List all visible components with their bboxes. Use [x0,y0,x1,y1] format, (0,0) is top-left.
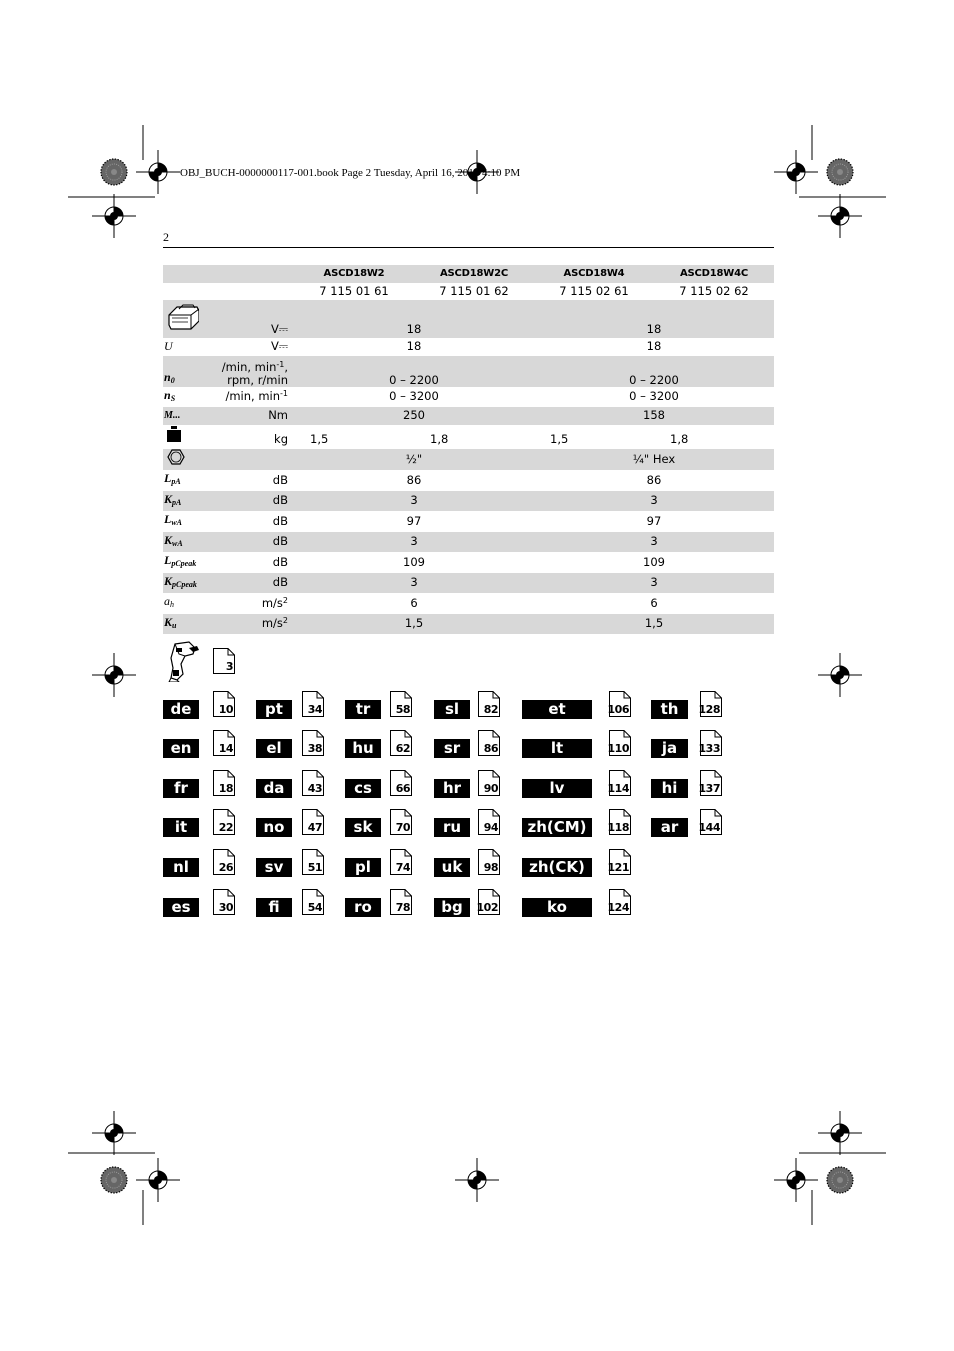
book-info-line: OBJ_BUCH-0000000117-001.book Page 2 Tuesday, April 16, 2013 4:10 PM [180,167,521,179]
page-reference [390,770,412,796]
symbol-sub: wA [171,518,183,527]
value-right: 158 [534,407,774,425]
page-reference [478,770,500,796]
rated-voltage-row [163,338,774,356]
uncertainty-peak-row [163,573,774,594]
value-left: 0 – 3200 [389,389,439,403]
page-reference [302,691,324,717]
page-reference [390,809,412,835]
symbol-sub: wA [172,538,183,548]
value-right: ¼" Hex [534,449,774,471]
value-right: 3 [534,532,774,553]
value-left: 18 [406,339,422,353]
page-reference-number: 38 [307,742,322,755]
page-reference [213,889,235,915]
value-right: 86 [646,472,662,487]
page-reference-number: 26 [218,861,233,874]
vibration-row [163,593,774,614]
article-number: 7 115 02 62 [679,283,749,298]
header-rule [163,247,774,248]
page-number: 2 [163,230,169,244]
page-reference [302,889,324,915]
symbol: K [164,532,173,547]
page-reference [478,889,500,915]
language-code: fr [163,779,199,798]
page-reference-number: 30 [218,901,233,914]
technical-data-table [163,265,774,634]
battery-icon [167,301,199,331]
page-reference-number: 3 [225,660,233,673]
tool-holder-row [163,449,774,471]
page-reference [390,691,412,717]
symbol-sub: S [170,393,176,403]
page-reference [609,770,631,796]
sound-power-row [163,511,774,532]
page-reference [478,809,500,835]
symbol-sub: pA [172,497,182,507]
unit: dB [199,573,294,594]
page-reference-number: 58 [395,703,410,716]
page-reference-number: 86 [483,742,498,755]
symbol: K [164,614,173,629]
symbol: M... [163,407,199,425]
symbol-sub: h [170,600,174,609]
symbol: a [164,594,170,608]
language-code: it [163,818,199,837]
value-left: 97 [406,513,422,528]
page-reference-number: 43 [307,782,322,795]
page-reference-number: 114 [607,782,629,795]
weight-value: 1,5 [550,432,569,446]
language-code: hu [345,739,381,758]
symbol-sub: pCpeak [171,559,197,568]
unit: /min, min [225,389,281,403]
value-right: 3 [534,491,774,512]
page-reference [609,730,631,756]
page-reference-number: 54 [307,901,322,914]
language-code: th [651,700,688,719]
value-right: 18 [646,339,662,353]
value-left: ½" [294,449,534,471]
page-reference-number: 10 [218,703,233,716]
language-code: lt [522,739,592,758]
page-reference-number: 110 [607,742,629,755]
language-code: da [256,779,292,798]
value-left: 0 – 2200 [294,356,534,387]
language-code: uk [434,858,470,877]
torque-row [163,407,774,425]
language-code: cs [345,779,381,798]
language-code: ja [651,739,688,758]
symbol: L [164,512,172,526]
language-code: tr [345,700,381,719]
language-code: sv [256,858,292,877]
unit: V⎓ [270,339,288,353]
language-code: no [256,818,292,837]
value-right: 0 – 2200 [534,356,774,387]
page-reference [609,691,631,717]
language-code: bg [434,898,470,917]
value-right: 6 [650,595,658,610]
value-right: 97 [646,513,662,528]
unit: kg [274,432,288,446]
language-code: es [163,898,199,917]
unit: dB [272,513,288,528]
page-reference [213,730,235,756]
peak-sound-row [163,552,774,573]
symbol: L [164,553,172,567]
page-reference-number: 118 [607,821,629,834]
page-reference [390,849,412,875]
symbol: K [164,573,173,588]
unit-sup: 2 [282,616,288,625]
page-reference [478,849,500,875]
page-reference-number: 78 [395,901,410,914]
language-code: hr [434,779,470,798]
symbol-sub: pCpeak [172,579,197,589]
page-reference [478,691,500,717]
page-reference-number: 34 [307,703,322,716]
symbol: n [164,369,171,384]
language-code: fi [256,898,292,917]
language-code: ko [522,898,592,917]
page-reference [700,691,722,717]
unit: rpm, r/min [227,372,288,387]
symbol: L [164,471,172,485]
value-left: 86 [406,472,422,487]
page-reference-number: 98 [483,861,498,874]
model-name: ASCD18W4 [534,265,654,283]
page-reference [609,809,631,835]
impact-rate-row [163,387,774,408]
language-code: en [163,739,199,758]
page-reference [302,809,324,835]
page-reference [302,849,324,875]
page-reference [302,770,324,796]
article-number: 7 115 02 61 [559,283,629,298]
page-reference [213,648,235,674]
value-right: 0 – 3200 [629,389,679,403]
value-left: 18 [294,300,534,338]
language-code: zh(CM) [522,818,592,837]
page-reference-number: 133 [698,742,720,755]
value-left: 250 [294,407,534,425]
article-number: 7 115 01 62 [439,283,509,298]
page-reference [609,889,631,915]
page-reference [390,889,412,915]
model-name: ASCD18W2C [414,265,534,283]
no-load-speed-row [163,356,774,387]
value-left: 1,5 [294,614,534,635]
unit: dB [199,491,294,512]
symbol-sub: 0 [170,375,175,385]
page-reference [213,849,235,875]
language-code: et [522,700,592,719]
symbol: U [164,339,173,353]
language-code: ar [651,818,688,837]
weight-value: 1,8 [430,432,449,446]
language-code: hi [651,779,688,798]
unit: dB [272,554,288,569]
symbol: K [164,491,173,506]
symbol-sub: u [172,620,177,630]
page-reference [700,730,722,756]
vibration-uncertainty-row [163,614,774,635]
page-reference-number: 144 [698,821,720,834]
page-reference-number: 14 [218,742,233,755]
weight-value: 1,8 [670,432,689,446]
unit: dB [199,532,294,553]
page-reference [478,730,500,756]
unit: V⎓ [199,300,294,338]
page-reference-number: 94 [483,821,498,834]
page-reference [213,770,235,796]
value-right: 3 [534,573,774,594]
language-code: de [163,700,199,719]
article-number-row [163,283,774,301]
unit-sup: -1 [280,389,288,398]
value-right: 18 [534,300,774,338]
weight-value: 1,5 [310,432,329,446]
symbol: n [164,387,171,402]
uncertainty-wa-row [163,532,774,553]
sound-pressure-row [163,470,774,491]
unit: m/s [261,616,283,630]
page-reference-number: 74 [395,861,410,874]
page-reference-number: 51 [307,861,322,874]
language-code: zh(CK) [522,858,592,877]
language-code: sk [345,818,381,837]
unit: m/s [261,595,283,610]
unit-sup: 2 [282,595,288,605]
article-number: 7 115 01 61 [319,283,389,298]
language-code: nl [163,858,199,877]
language-code: sr [434,739,470,758]
language-code: lv [522,779,592,798]
page-reference-number: 102 [476,901,498,914]
language-code: ro [345,898,381,917]
page-reference-number: 18 [218,782,233,795]
unit: , [284,359,288,374]
value-left: 6 [410,595,418,610]
page-reference-number: 22 [218,821,233,834]
page-reference-number: 62 [395,742,410,755]
uncertainty-pa-row [163,491,774,512]
page-reference-number: 121 [607,861,629,874]
value-left: 3 [294,573,534,594]
unit: Nm [199,407,294,425]
page-reference [213,809,235,835]
language-code: ru [434,818,470,837]
model-name: ASCD18W4C [654,265,774,283]
page-reference-number: 124 [607,901,629,914]
language-code: pl [345,858,381,877]
page-reference-number: 90 [483,782,498,795]
model-name: ASCD18W2 [294,265,414,283]
value-right: 109 [643,554,665,569]
unit: dB [272,472,288,487]
impact-driver-icon [165,640,201,682]
page-reference [609,849,631,875]
page-reference [700,809,722,835]
page-reference [700,770,722,796]
model-row [163,265,774,283]
page-reference [213,691,235,717]
value-left: 3 [294,491,534,512]
page-reference-number: 137 [698,782,720,795]
weight-row [163,425,774,449]
page-reference [390,730,412,756]
language-code: sl [434,700,470,719]
page-reference-number: 82 [483,703,498,716]
page-reference-number: 47 [307,821,322,834]
page-reference-number: 66 [395,782,410,795]
page-reference-number: 70 [395,821,410,834]
symbol-sub: pA [171,477,181,486]
page-reference [302,730,324,756]
language-code: el [256,739,292,758]
hex-socket-icon [167,449,185,465]
weight-icon [167,426,181,442]
value-left: 3 [294,532,534,553]
battery-voltage-row [163,300,774,338]
value-right: 1,5 [534,614,774,635]
unit: /min, min [221,359,277,374]
page-reference-number: 128 [698,703,720,716]
language-code: pt [256,700,292,719]
value-left: 109 [403,554,425,569]
unit-sup: -1 [276,359,285,369]
page-reference-number: 106 [607,703,629,716]
